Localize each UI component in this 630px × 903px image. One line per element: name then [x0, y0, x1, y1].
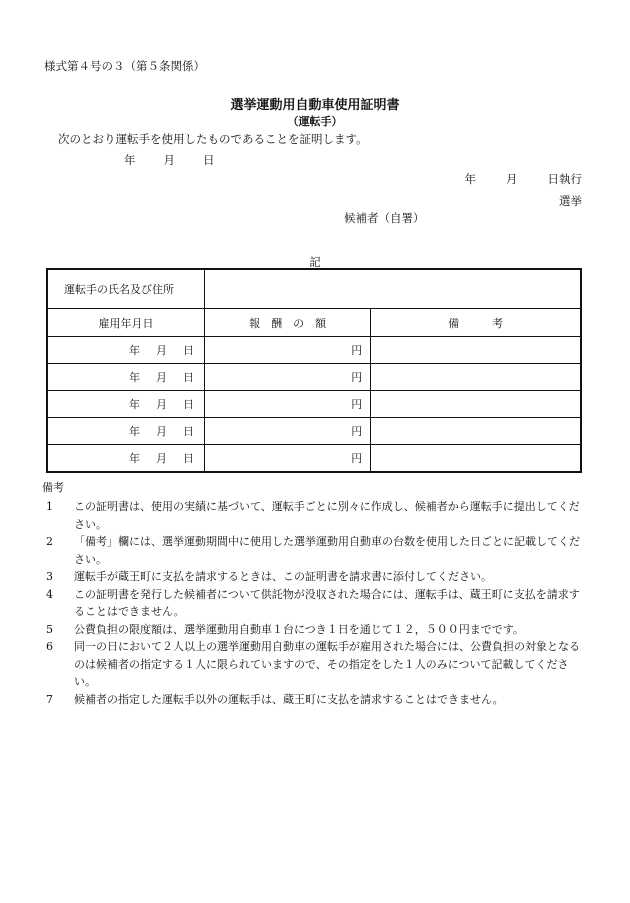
form-number: 様式第４号の３（第５条関係） — [44, 59, 205, 73]
table-row — [47, 391, 581, 418]
driver-name-field[interactable] — [204, 269, 581, 309]
date-month-label: 月 — [163, 153, 175, 167]
exec-year-label: 年 — [464, 172, 476, 186]
month-label: 月 — [155, 425, 167, 438]
exec-day-label: 日執行 — [547, 172, 582, 186]
amount-cell[interactable] — [204, 445, 370, 473]
month-label: 月 — [155, 344, 167, 357]
day-label: 日 — [182, 425, 194, 438]
hire-date-cell[interactable] — [47, 391, 204, 418]
day-label: 日 — [182, 371, 194, 384]
year-label: 年 — [128, 371, 140, 384]
hire-date-cell[interactable] — [47, 364, 204, 391]
yen-label: 円 — [351, 452, 363, 465]
driver-name-label: 運転手の氏名及び住所 — [47, 269, 204, 309]
month-label: 月 — [155, 371, 167, 384]
day-label: 日 — [182, 344, 194, 357]
date-day-label: 日 — [203, 153, 215, 167]
note-number: 1 — [46, 500, 53, 513]
table-row — [47, 364, 581, 391]
note-text: 「備考」欄には、選挙運動期間中に使用した選挙運動用自動車の台数を使用した日ごとに記載してください。 — [74, 535, 580, 566]
document-subtitle: （運転手） — [287, 115, 343, 128]
remarks-cell[interactable] — [371, 337, 581, 364]
remarks-cell[interactable] — [371, 445, 581, 473]
certification-date — [124, 152, 243, 168]
certification-statement: 次のとおり運転手を使用したものであることを証明します。 — [58, 132, 368, 146]
table-row — [47, 445, 581, 473]
note-text: 運転手が蔵王町に支払を請求するときは、この証明書を請求書に添付してください。 — [74, 570, 492, 583]
date-year-label: 年 — [124, 153, 136, 167]
hire-date-header: 雇用年月日 — [47, 309, 204, 337]
note-item — [42, 586, 590, 621]
note-number: 7 — [46, 692, 53, 706]
candidate-signature-label: 候補者（自署） — [344, 211, 425, 225]
yen-label: 円 — [351, 371, 363, 384]
hire-date-cell[interactable] — [47, 445, 204, 473]
driver-name-row — [47, 269, 581, 309]
yen-label: 円 — [351, 398, 363, 411]
table-row — [47, 418, 581, 445]
table-header-row — [47, 309, 581, 337]
note-number: 5 — [46, 622, 53, 636]
year-label: 年 — [128, 452, 140, 465]
note-item — [42, 533, 590, 568]
year-label: 年 — [128, 344, 140, 357]
hire-date-cell[interactable] — [47, 337, 204, 364]
amount-cell[interactable] — [204, 418, 370, 445]
note-item — [42, 638, 590, 691]
yen-label: 円 — [351, 344, 363, 357]
notes-section — [42, 479, 590, 708]
note-number: 2 — [46, 535, 53, 548]
election-execution-date — [435, 171, 583, 187]
month-label: 月 — [155, 398, 167, 411]
note-number: 6 — [46, 640, 53, 653]
month-label: 月 — [155, 452, 167, 465]
election-name-label: 選挙 — [559, 194, 582, 208]
note-item — [42, 621, 590, 639]
note-text: この証明書を発行した候補者について供託物が没収された場合には、運転手は、蔵王町に支払を請求することはできません。 — [74, 587, 580, 618]
note-item — [42, 691, 590, 709]
note-text: この証明書は、使用の実績に基づいて、運転手ごとに別々に作成し、候補者から運転手に提出してください。 — [74, 500, 580, 531]
table-row — [47, 337, 581, 364]
exec-month-label: 月 — [506, 172, 518, 186]
amount-cell[interactable] — [204, 337, 370, 364]
note-text: 同一の日において２人以上の選挙運動用自動車の運転手が雇用された場合には、公費負担の対象となるのは候補者の指定する１人に限られていますので、その指定をした１人のみについて記載してください。 — [74, 640, 580, 688]
record-marker: 記 — [309, 255, 321, 269]
note-item — [42, 568, 590, 586]
note-number: 4 — [46, 587, 53, 601]
note-item — [42, 498, 590, 533]
hire-date-cell[interactable] — [47, 418, 204, 445]
remarks-cell[interactable] — [371, 364, 581, 391]
amount-header: 報 酬 の 額 — [204, 309, 370, 337]
document-title: 選挙運動用自動車使用証明書 — [230, 98, 400, 113]
note-text: 候補者の指定した運転手以外の運転手は、蔵王町に支払を請求することはできません。 — [74, 692, 504, 706]
yen-label: 円 — [351, 425, 363, 438]
remarks-cell[interactable] — [371, 418, 581, 445]
year-label: 年 — [128, 398, 140, 411]
remarks-cell[interactable] — [371, 391, 581, 418]
day-label: 日 — [182, 398, 194, 411]
notes-title: 備考 — [42, 481, 64, 494]
driver-usage-table — [46, 268, 582, 473]
note-number: 3 — [46, 570, 53, 583]
year-label: 年 — [128, 425, 140, 438]
day-label: 日 — [182, 452, 194, 465]
amount-cell[interactable] — [204, 391, 370, 418]
amount-cell[interactable] — [204, 364, 370, 391]
remarks-header: 備 考 — [371, 309, 581, 337]
note-text: 公費負担の限度額は、選挙運動用自動車１台につき１日を通じて１２，５００円までです。 — [74, 622, 524, 636]
